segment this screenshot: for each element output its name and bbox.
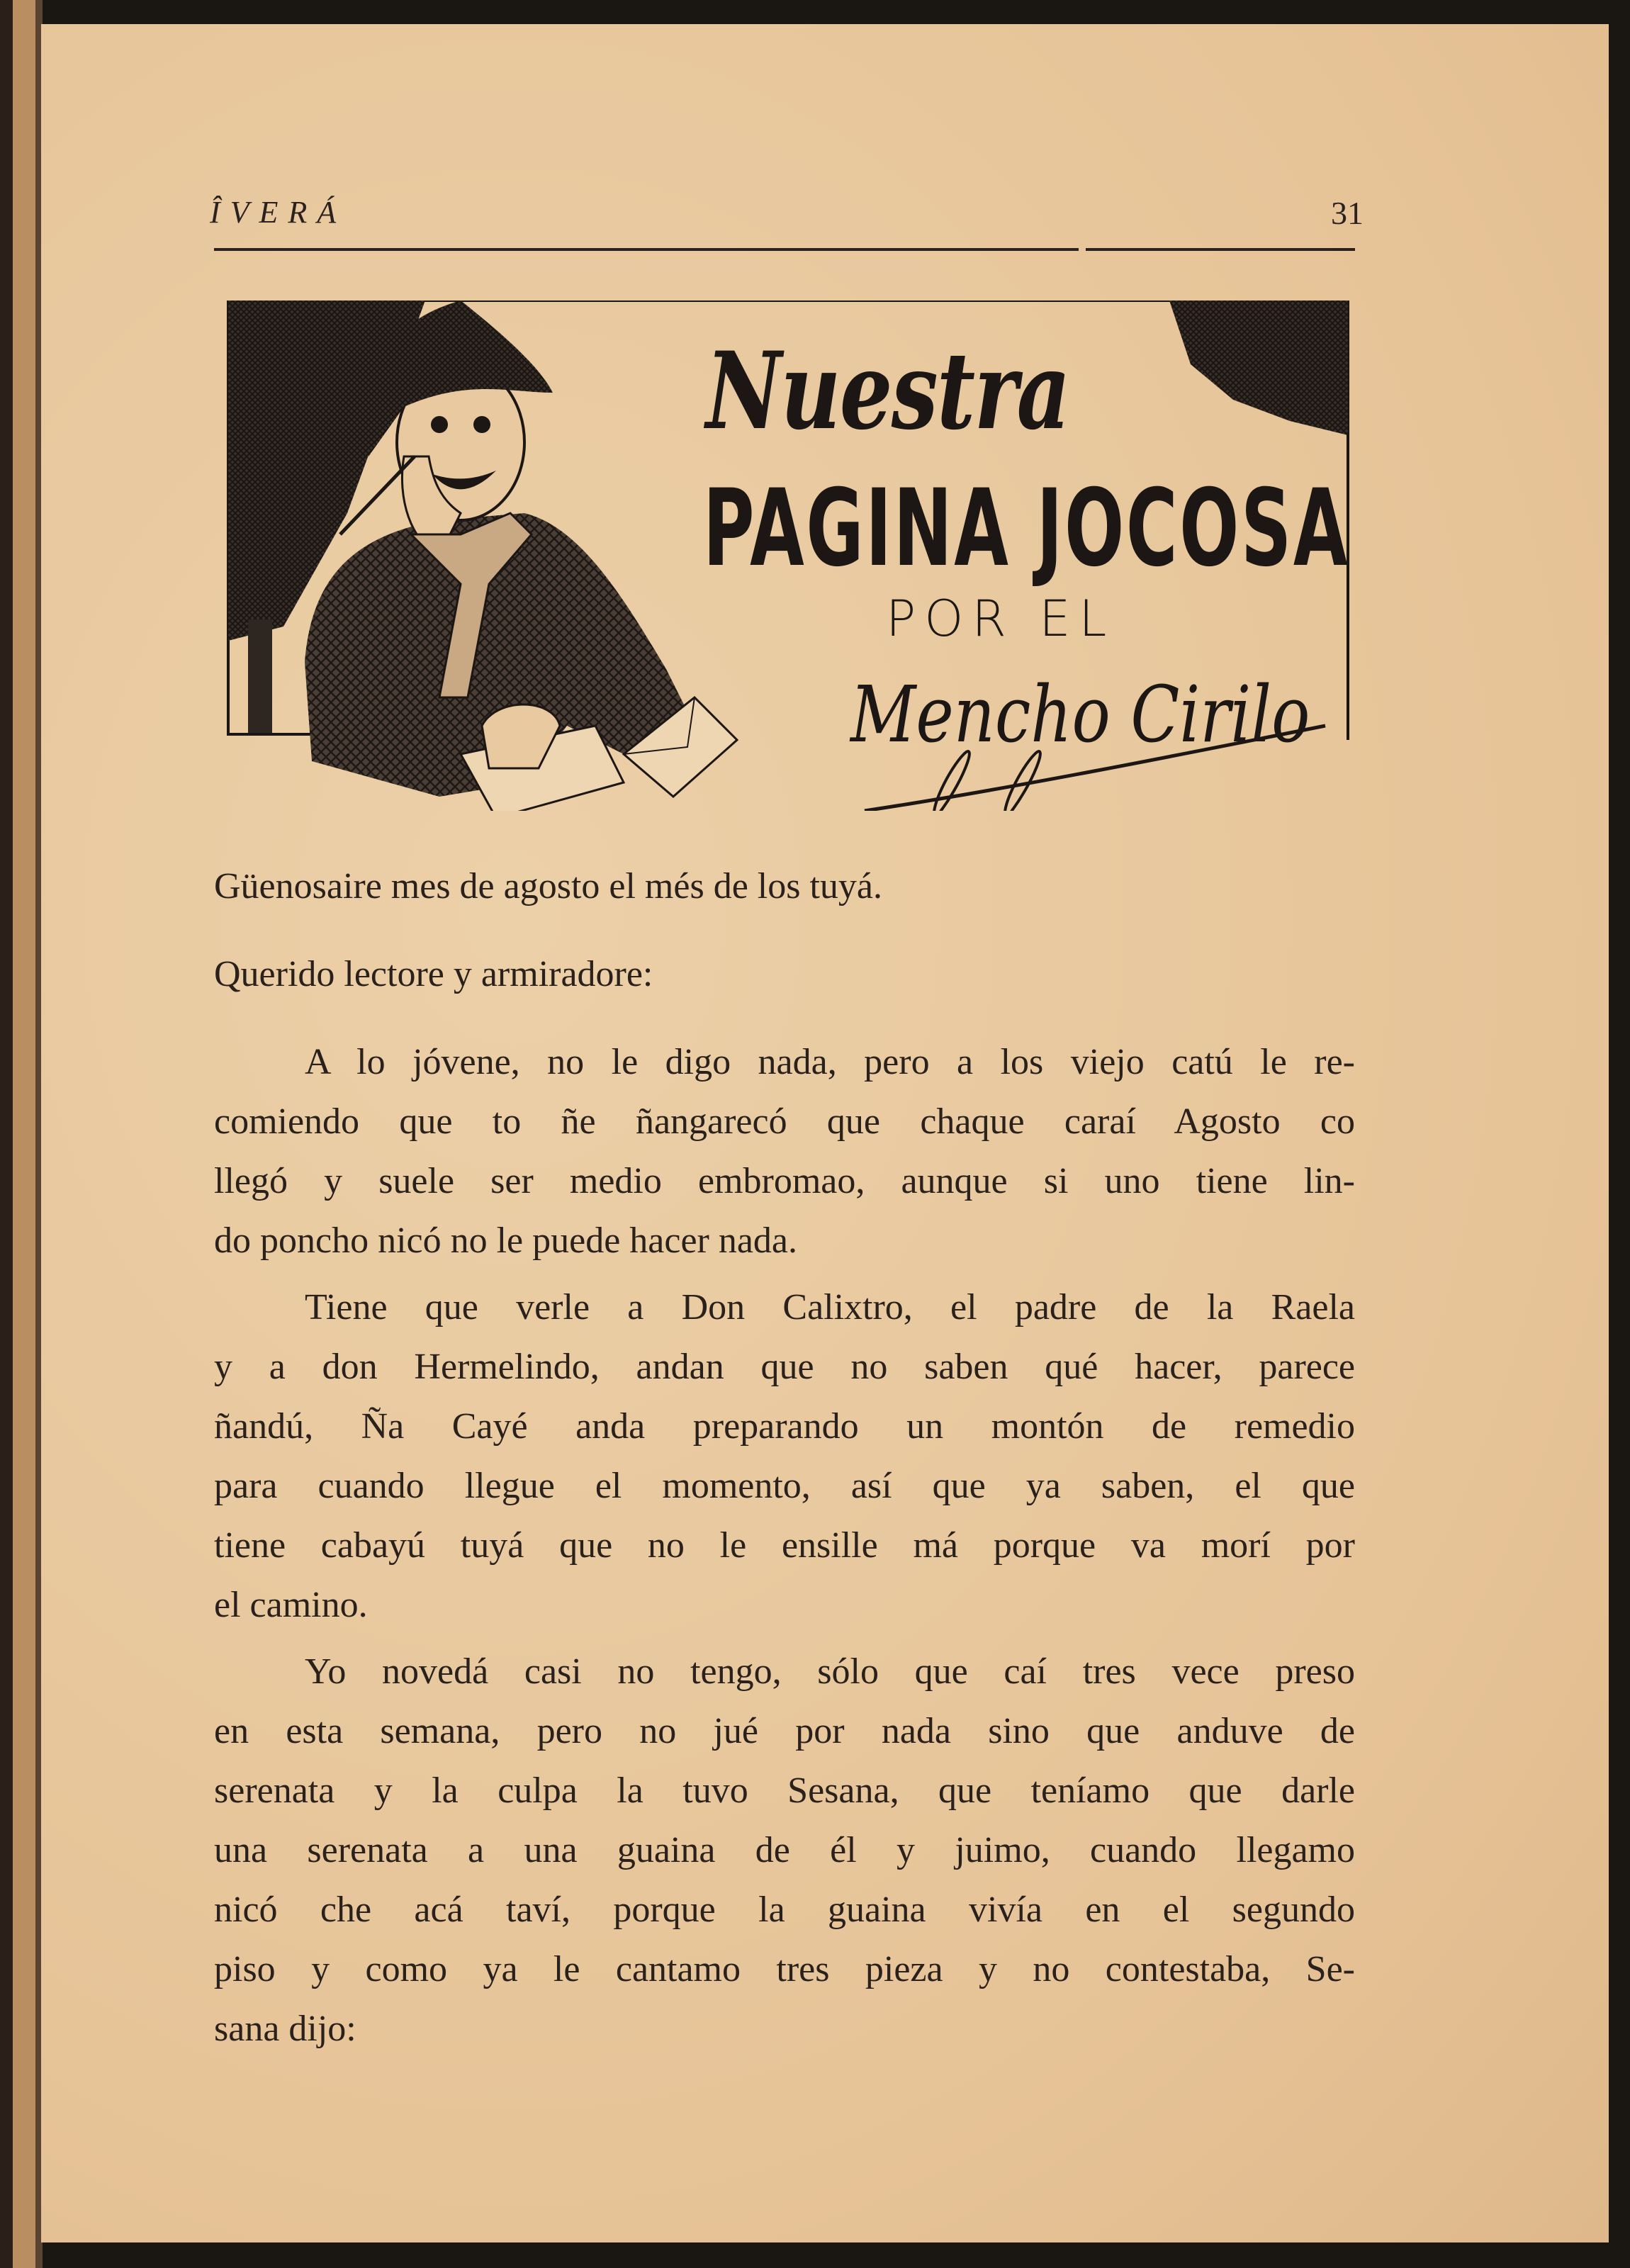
dateline: Güenosaire mes de agosto el més de los tuyá. <box>214 866 882 906</box>
text-line: en esta semana, pero no jué por nada sino que anduve de <box>214 1711 1355 1751</box>
header-rule <box>1086 248 1355 251</box>
banner-title-script: Nuestra <box>706 329 1069 454</box>
page <box>41 24 1609 2242</box>
text-line: A lo jóvene, no le digo nada, pero a los viejo catú le re- <box>305 1042 1355 1082</box>
text-line: serenata y la culpa la tuvo Sesana, que teníamo que darle <box>214 1770 1355 1811</box>
text-line: Tiene que verle a Don Calixtro, el padre de la Raela <box>305 1287 1355 1327</box>
text-line: comiendo que to ñe ñangarecó que chaque caraí Agosto co <box>214 1101 1355 1142</box>
text-line: sana dijo: <box>214 2009 356 2049</box>
paragraph <box>214 1278 1355 1635</box>
paragraph <box>214 1033 1355 1271</box>
banner-byline: POR EL <box>886 590 1115 648</box>
text-line: tiene cabayú tuyá que no le ensille má porque va morí por <box>214 1525 1355 1566</box>
page-number: 31 <box>1331 195 1364 231</box>
banner-title: PAGINA JOCOSA <box>703 467 1350 590</box>
text-line: el camino. <box>214 1585 368 1625</box>
text-line: y a don Hermelindo, andan que no saben qué hacer, parece <box>214 1347 1355 1387</box>
text-line: do poncho nicó no le puede hacer nada. <box>214 1220 798 1261</box>
text-line: Yo novedá casi no tengo, sólo que caí tres vece preso <box>305 1651 1355 1692</box>
text-line: ñandú, Ña Cayé anda preparando un montón de remedio <box>214 1406 1355 1447</box>
article-body <box>214 857 1355 2059</box>
banner-author: Mencho Cirilo <box>850 669 1310 760</box>
text-line: piso y como ya le cantamo tres pieza y no contestaba, Se- <box>214 1949 1355 1989</box>
running-title: ÎVERÁ <box>210 195 347 230</box>
previous-page-edge <box>0 0 43 2268</box>
salutation: Querido lectore y armiradore: <box>214 954 653 994</box>
text-line: nicó che acá taví, porque la guaina vivía en el segundo <box>214 1890 1355 1930</box>
title-banner <box>227 301 1351 811</box>
paragraph <box>214 1642 1355 2059</box>
header-rule <box>214 248 1079 251</box>
text-line: una serenata a una guaina de él y juimo, cuando llegamo <box>214 1830 1355 1870</box>
text-line: llegó y suele ser medio embromao, aunque si uno tiene lin- <box>214 1161 1355 1201</box>
text-line: para cuando llegue el momento, así que ya saben, el que <box>214 1466 1355 1506</box>
